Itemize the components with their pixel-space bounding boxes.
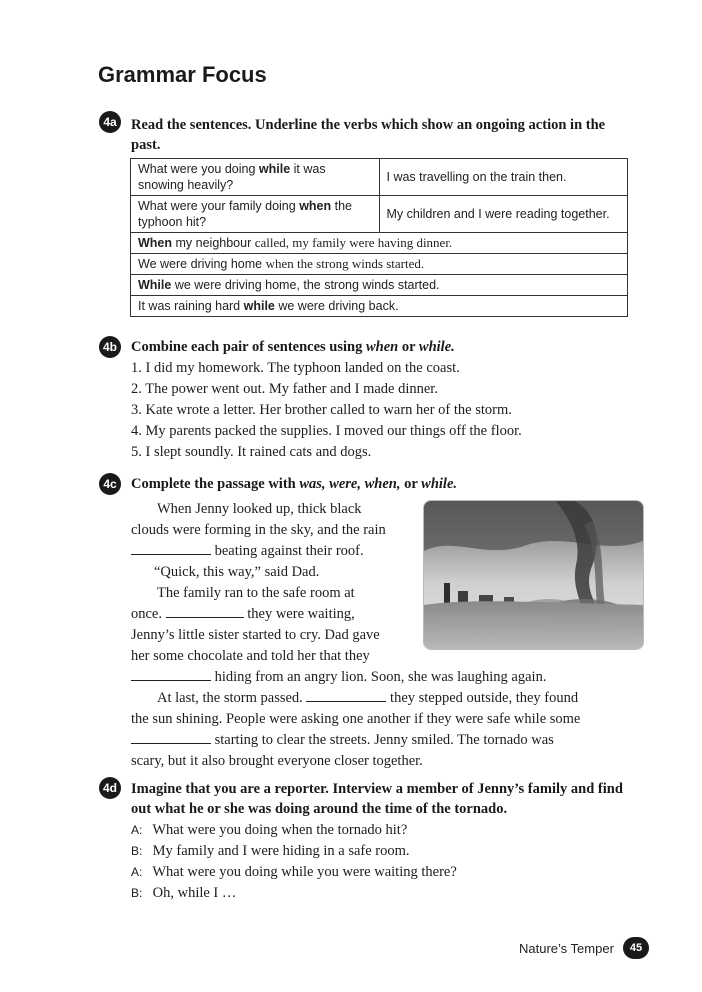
exercise-badge-4b: 4b: [99, 336, 121, 358]
passage-line: At last, the storm passed. they stepped outside, they found: [157, 690, 579, 706]
dialogue-line: B: My family and I were hiding in a safe room.: [131, 843, 410, 859]
table-row: [131, 196, 628, 233]
table-row: [131, 159, 628, 196]
table-cell: What were your family doing when the typhoon hit?: [131, 196, 380, 233]
passage-line: the sun shining. People were asking one another if they were safe while some: [131, 711, 581, 727]
table-cell: I was travelling on the train then.: [379, 159, 628, 196]
interview-dialogue: [131, 820, 457, 904]
passage-line: hiding from an angry lion. Soon, she was laughing again.: [131, 667, 546, 688]
dialogue-line: A: What were you doing while you were waiting there?: [131, 864, 457, 880]
page-number: 45: [623, 937, 649, 959]
answer-blank[interactable]: [131, 731, 211, 744]
dialogue-line: A: What were you doing when the tornado hit?: [131, 822, 408, 838]
instruction-4c: Complete the passage with was, were, when, or while.: [131, 476, 458, 492]
table-row: [131, 275, 628, 296]
instruction-4d: Imagine that you are a reporter. Interview a member of Jenny’s family and find out what he or she was doing around the time of the tornado.: [131, 781, 623, 817]
exercise-badge-4d: 4d: [99, 777, 121, 799]
passage-line: “Quick, this way,” said Dad.: [154, 564, 320, 580]
table-cell: My children and I were reading together.: [379, 196, 628, 233]
chapter-label: Nature’s Temper: [519, 941, 614, 956]
passage-line: once. they were waiting,: [131, 606, 355, 622]
answer-blank[interactable]: [306, 689, 386, 702]
list-item: 1. I did my homework. The typhoon landed on the coast.: [131, 360, 460, 376]
passage-line: clouds were forming in the sky, and the rain: [131, 522, 386, 538]
passage-line: The family ran to the safe room at: [157, 585, 355, 601]
list-item: 5. I slept soundly. It rained cats and dogs.: [131, 444, 372, 460]
list-item: 4. My parents packed the supplies. I moved our things off the floor.: [131, 423, 522, 439]
instruction-4b: Combine each pair of sentences using when or while.: [131, 339, 455, 355]
answer-blank[interactable]: [131, 542, 211, 555]
passage-line: her some chocolate and told her that they: [131, 648, 370, 664]
passage-line: beating against their roof.: [131, 541, 364, 562]
dialogue-line: B: Oh, while I …: [131, 885, 237, 901]
list-item: 2. The power went out. My father and I made dinner.: [131, 381, 438, 397]
sentence-pairs-list: [131, 358, 522, 463]
tornado-photo: [423, 500, 644, 650]
table-cell: While we were driving home, the strong winds started.: [131, 275, 628, 296]
answer-blank[interactable]: [131, 668, 211, 681]
table-row: [131, 233, 628, 254]
exercise-badge-4a: 4a: [99, 111, 121, 133]
list-item: 3. Kate wrote a letter. Her brother called to warn her of the storm.: [131, 402, 512, 418]
exercise-badge-4c: 4c: [99, 473, 121, 495]
table-cell: When my neighbour called, my family were having dinner.: [131, 233, 628, 254]
tornado-illustration: [424, 501, 643, 649]
table-cell: It was raining hard while we were driving back.: [131, 296, 628, 317]
passage-line: starting to clear the streets. Jenny smiled. The tornado was: [131, 730, 554, 751]
table-row: [131, 254, 628, 275]
table-cell: We were driving home when the strong winds started.: [131, 254, 628, 275]
table-cell: What were you doing while it was snowing heavily?: [131, 159, 380, 196]
answer-blank[interactable]: [166, 605, 244, 618]
example-sentence-table: [130, 158, 628, 317]
table-row: [131, 296, 628, 317]
passage-line: Jenny’s little sister started to cry. Dad gave: [131, 627, 380, 643]
page-title: Grammar Focus: [98, 62, 267, 87]
instruction-4a: Read the sentences. Underline the verbs which show an ongoing action in the past.: [131, 117, 606, 153]
passage-line: When Jenny looked up, thick black: [157, 501, 362, 517]
passage-line: scary, but it also brought everyone closer together.: [131, 753, 423, 769]
